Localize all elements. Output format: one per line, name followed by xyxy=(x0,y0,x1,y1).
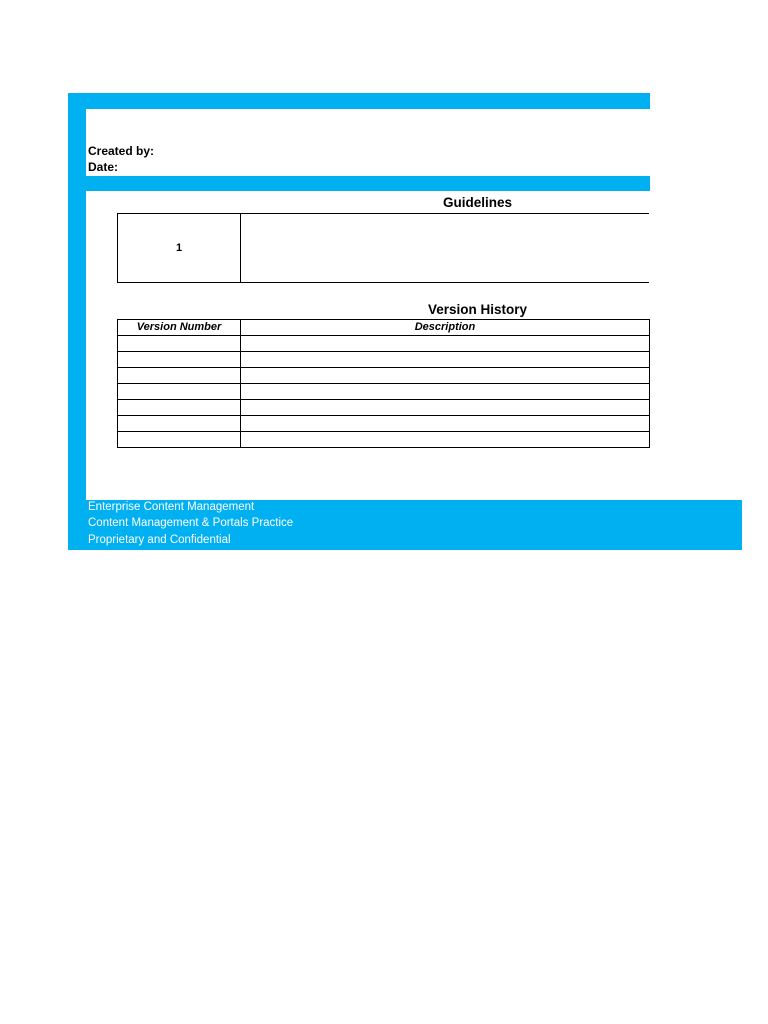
guidelines-table xyxy=(117,213,649,283)
version-cell[interactable] xyxy=(118,416,241,432)
table-row xyxy=(118,400,650,416)
description-cell[interactable] xyxy=(241,400,650,416)
version-history-header xyxy=(118,320,650,336)
version-cell[interactable] xyxy=(118,384,241,400)
version-cell[interactable] xyxy=(118,400,241,416)
table-row xyxy=(118,384,650,400)
guidelines-title: Guidelines xyxy=(442,195,513,210)
table-row xyxy=(118,432,650,448)
left-bar xyxy=(68,93,86,550)
guidelines-row xyxy=(118,214,650,283)
description-cell[interactable] xyxy=(241,352,650,368)
divider-bar xyxy=(68,176,650,191)
version-cell[interactable] xyxy=(118,352,241,368)
table-row xyxy=(118,352,650,368)
top-bar xyxy=(68,93,650,109)
column-header-description: Description xyxy=(241,320,650,336)
footer-line-practice: Content Management & Portals Practice xyxy=(88,517,294,529)
date-label: Date: xyxy=(88,160,119,174)
guideline-text[interactable] xyxy=(241,214,650,283)
footer-line-enterprise: Enterprise Content Management xyxy=(88,501,255,513)
description-cell[interactable] xyxy=(241,384,650,400)
column-header-version: Version Number xyxy=(118,320,241,336)
table-row xyxy=(118,368,650,384)
version-cell[interactable] xyxy=(118,432,241,448)
description-cell[interactable] xyxy=(241,336,650,352)
guideline-number: 1 xyxy=(118,214,241,283)
version-cell[interactable] xyxy=(118,336,241,352)
version-cell[interactable] xyxy=(118,368,241,384)
version-history-table xyxy=(117,319,650,448)
table-row xyxy=(118,416,650,432)
description-cell[interactable] xyxy=(241,416,650,432)
table-row xyxy=(118,336,650,352)
description-cell[interactable] xyxy=(241,368,650,384)
created-by-label: Created by: xyxy=(88,144,155,158)
version-history-title: Version History xyxy=(427,302,528,317)
footer-line-confidential: Proprietary and Confidential xyxy=(88,534,231,546)
description-cell[interactable] xyxy=(241,432,650,448)
